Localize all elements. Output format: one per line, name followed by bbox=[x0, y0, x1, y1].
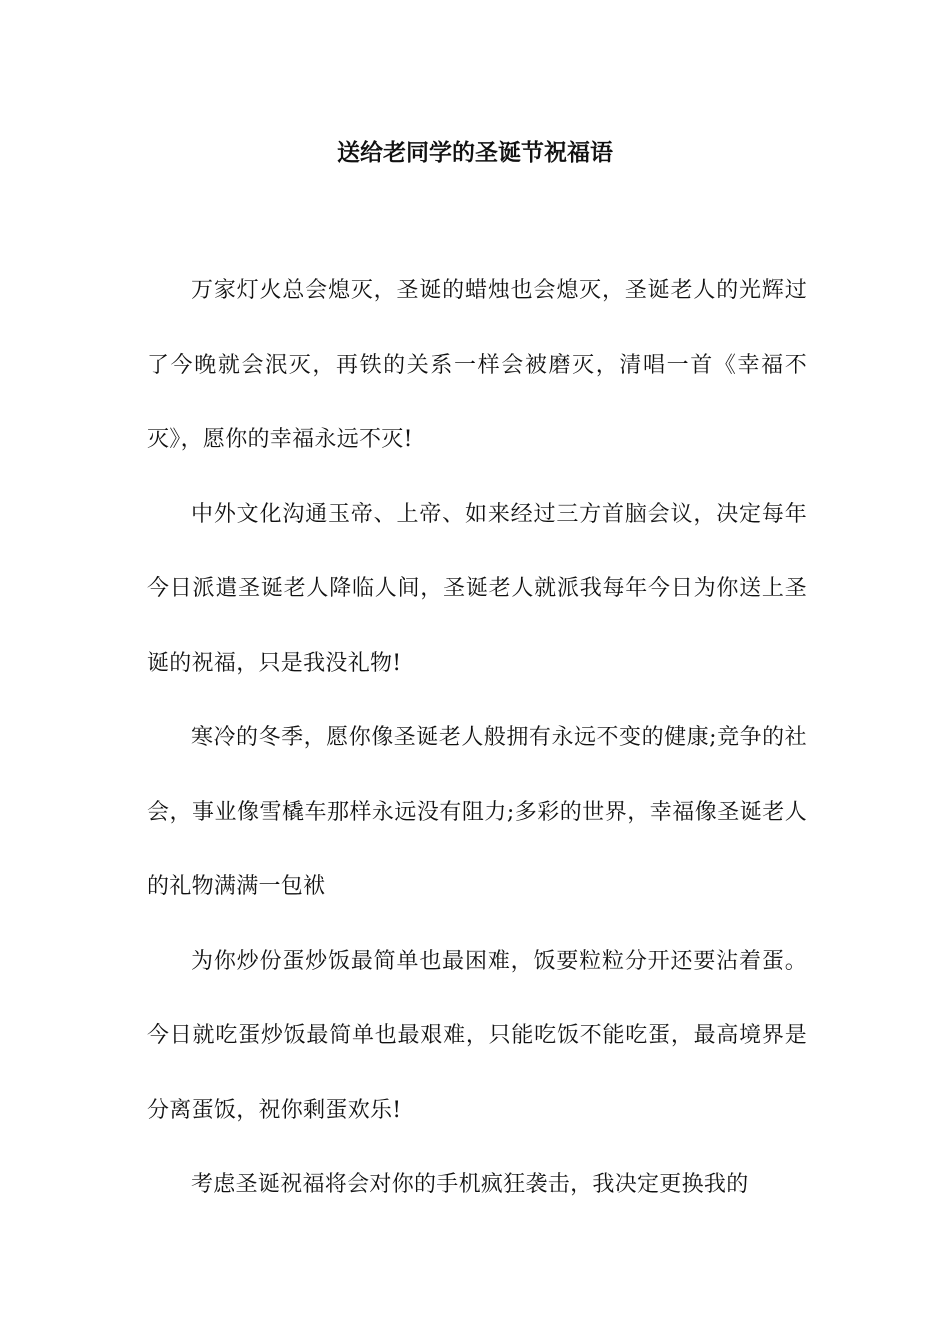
paragraph: 寒冷的冬季，愿你像圣诞老人般拥有永远不变的健康;竞争的社会，事业像雪橇车那样永远没有阻力;多彩的世界，幸福像圣诞老人的礼物满满一包袱 bbox=[147, 725, 807, 899]
paragraph: 中外文化沟通玉帝、上帝、如来经过三方首脑会议，决定每年今日派遣圣诞老人降临人间，圣诞老人就派我每年今日为你送上圣诞的祝福，只是我没礼物! bbox=[147, 501, 807, 676]
document-title: 送给老同学的圣诞节祝福语 bbox=[337, 140, 613, 166]
paragraph: 为你炒份蛋炒饭最简单也最困难，饭要粒粒分开还要沾着蛋。今日就吃蛋炒饭最简单也最艰难，只能吃饭不能吃蛋，最高境界是分离蛋饭，祝你剩蛋欢乐! bbox=[147, 948, 807, 1123]
paragraph: 考虑圣诞祝福将会对你的手机疯狂袭击，我决定更换我的 bbox=[191, 1172, 749, 1197]
document-body bbox=[147, 254, 807, 1223]
paragraph: 万家灯火总会熄灭，圣诞的蜡烛也会熄灭，圣诞老人的光辉过了今晚就会泯灭，再铁的关系一样会被磨灭，清唱一首《幸福不灭》，愿你的幸福永远不灭! bbox=[147, 278, 807, 452]
